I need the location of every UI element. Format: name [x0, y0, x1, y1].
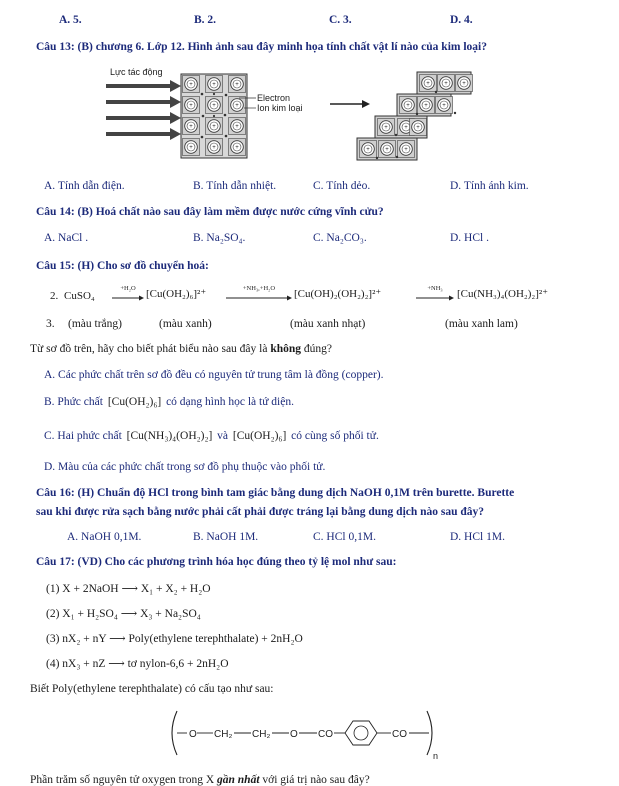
pet-structure	[165, 705, 455, 761]
q15-option-d: D. Màu của các phức chất trong sơ đồ phụ thuộc vào phối tử.	[44, 461, 326, 473]
pet-ch2-b: CH₂	[252, 729, 271, 740]
q13-option-d: D. Tính ánh kim.	[450, 180, 529, 192]
metal-ductility-figure	[104, 64, 514, 170]
force-arrows	[106, 80, 181, 140]
q15-option-a: A. Các phức chất trên sơ đồ đều có nguyên tử trung tâm là đồng (copper).	[44, 369, 384, 381]
pet-co2: CO	[392, 729, 407, 740]
q14-option-a: A. NaCl .	[44, 232, 89, 244]
pet-ch2-a: CH₂	[214, 729, 233, 740]
q16-title-line2: sau khi được rửa sạch bằng nước phải cất phải được tráng lại bằng dung dịch nào sau đây?	[36, 506, 485, 518]
color-blue: (màu xanh)	[159, 318, 212, 330]
q14-title: Câu 14: (B) Hoá chất nào sau đây làm mềm được nước cứng vĩnh cửu?	[36, 206, 384, 218]
electron-label: Electron	[257, 93, 291, 103]
q17-title: Câu 17: (VD) Cho các phương trình hóa học đúng theo tỷ lệ mol như sau:	[36, 556, 397, 568]
pet-o2: O	[290, 729, 298, 740]
arrow-1: +H₂O	[112, 285, 144, 304]
complex-cu-oh-2-oh2-2: [Cu(OH)₂(OH₂)₂]²⁺	[294, 288, 382, 300]
q15-row3-number: 3.	[46, 318, 55, 330]
force-label: Lực tác động	[110, 67, 163, 77]
q15-option-c: C. Hai phức chất [Cu(NH₃)₄(OH₂)₂] và [Cu(OH₂)₆] có cùng số phối tử.	[44, 430, 379, 442]
q16-option-a: A. NaOH 0,1M.	[67, 531, 142, 543]
cuso4: CuSO₄	[64, 290, 95, 302]
q15-scheme-number: 2.	[50, 290, 59, 302]
q17-equation-2: (2) X₁ + H₂SO₄ ⟶ X₃ + Na₂SO₄	[46, 608, 201, 620]
q17-equation-1: (1) X + 2NaOH ⟶ X₁ + X₂ + H₂O	[46, 583, 211, 595]
pet-structure-diagram	[165, 705, 455, 761]
pet-o1: O	[189, 729, 197, 740]
color-light-blue: (màu xanh nhạt)	[290, 318, 366, 330]
q12-option-b: B. 2.	[194, 14, 217, 26]
q12-option-c: C. 3.	[329, 14, 352, 26]
metal-lattice-diagram: + Electron Ion kim loại	[104, 64, 514, 170]
q15-title: Câu 15: (H) Cho sơ đồ chuyển hoá:	[36, 260, 209, 272]
q16-option-c: C. HCl 0,1M.	[313, 531, 376, 543]
arrow-3: +NH₃	[416, 285, 454, 304]
q12-option-a: A. 5.	[59, 14, 82, 26]
color-white: (màu trắng)	[68, 318, 122, 330]
color-deep-blue: (màu xanh lam)	[445, 318, 518, 330]
q16-option-b: B. NaOH 1M.	[193, 531, 259, 543]
q13-option-b: B. Tính dẫn nhiệt.	[193, 180, 277, 192]
arrow-2: +NH₃,+H₂O	[226, 285, 292, 304]
q13-title: Câu 13: (B) chương 6. Lớp 12. Hình ảnh sau đây minh họa tính chất vật lí nào của kim loại?	[36, 41, 487, 53]
q17-last-question: Phần trăm số nguyên tử oxygen trong X gần nhất với giá trị nào sau đây?	[30, 774, 370, 786]
pet-n: n	[433, 751, 439, 761]
q14-option-c: C. Na₂CO₃.	[313, 232, 367, 244]
lattice-before	[181, 74, 247, 158]
q17-note: Biết Poly(ethylene terephthalate) có cấu tạo như sau:	[30, 683, 274, 695]
q17-equation-4: (4) nX₃ + nZ ⟶ tơ nylon-6,6 + 2nH₂O	[46, 658, 229, 670]
q12-option-d: D. 4.	[450, 14, 473, 26]
q16-title-line1: Câu 16: (H) Chuẩn độ HCl trong bình tam giác bằng dung dịch NaOH 0,1M trên burette. Burette	[36, 487, 515, 499]
complex-cu-nh3-4-oh2-2: [Cu(NH₃)₄(OH₂)₂]²⁺	[457, 288, 549, 300]
q16-option-d: D. HCl 1M.	[450, 531, 505, 543]
complex-cu-oh2-6: [Cu(OH₂)₆]²⁺	[146, 288, 207, 300]
q13-option-a: A. Tính dẫn điện.	[44, 180, 125, 192]
q15-prompt: Từ sơ đồ trên, hãy cho biết phát biểu nào sau đây là không đúng?	[30, 343, 333, 355]
q14-option-b: B. Na₂SO₄.	[193, 232, 246, 244]
pet-co1: CO	[318, 729, 333, 740]
benzene-ring	[345, 721, 377, 745]
q15-option-b: B. Phức chất [Cu(OH₂)₆] có dạng hình học là tứ diện.	[44, 396, 294, 408]
q14-option-d: D. HCl .	[450, 232, 489, 244]
q17-equation-3: (3) nX₂ + nY ⟶ Poly(ethylene terephthalate) + 2nH₂O	[46, 633, 303, 645]
metal-ion-label: Ion kim loại	[257, 103, 303, 113]
q13-option-c: C. Tính dẻo.	[313, 180, 371, 192]
lattice-after	[357, 72, 473, 160]
